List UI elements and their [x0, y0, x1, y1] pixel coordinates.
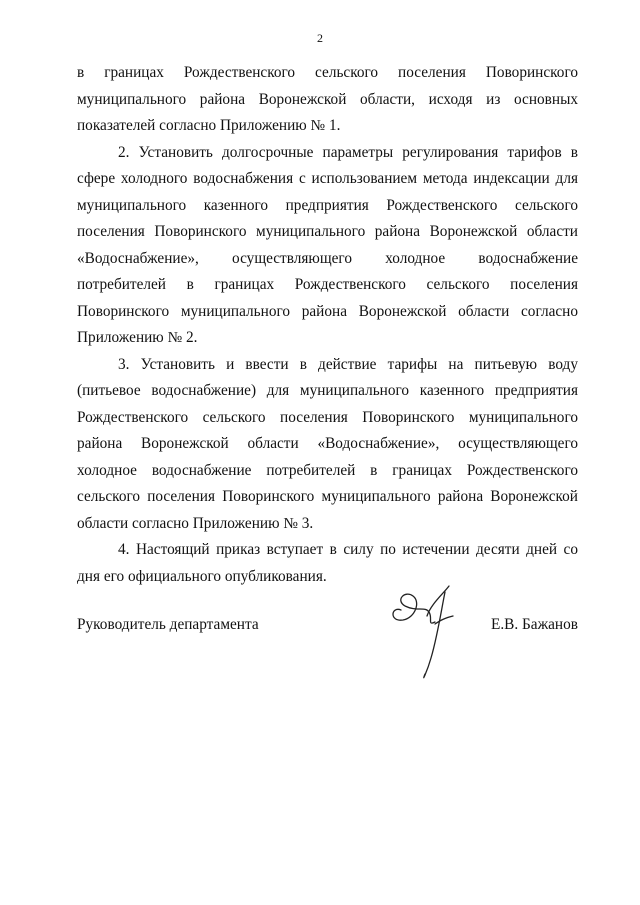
signatory-title: Руководитель департамента: [77, 616, 259, 633]
paragraph-continuation: в границах Рождественского сельского поселения Поворинского муниципального района Воронежской области, исходя из основных показателей согласно Приложению № 1.: [77, 64, 578, 134]
handwritten-signature: [387, 582, 477, 702]
paragraph-item-4: 4. Настоящий приказ вступает в силу по истечении десяти дней со дня его официального опубликования.: [77, 541, 578, 585]
paragraph-item-3: 3. Установить и ввести в действие тарифы на питьевую воду (питьевое водоснабжение) для муниципального казенного предприятия Рождественского сельского поселения Поворинского муниципального района Воронежской области «Водоснабжение», осуществляющего холодное водоснабжение потребителей в границах Рождественского сельского поселения Поворинского муниципального района Воронежской области согласно Приложению № 3.: [77, 355, 578, 532]
document-body: [77, 60, 578, 590]
signatory-name: Е.В. Бажанов: [490, 616, 578, 633]
paragraph-item-2: 2. Установить долгосрочные параметры регулирования тарифов в сфере холодного водоснабжения с использованием метода индексации для муниципального казенного предприятия Рождественского сельского поселения Поворинского муниципального района Воронежской области «Водоснабжение», осуществляющего холодное водоснабжение потребителей в границах Рождественского сельского поселения Поворинского муниципального района Воронежской области согласно Приложению № 2.: [77, 143, 578, 346]
signature-block: [77, 612, 578, 722]
page-number: 2: [317, 31, 323, 45]
